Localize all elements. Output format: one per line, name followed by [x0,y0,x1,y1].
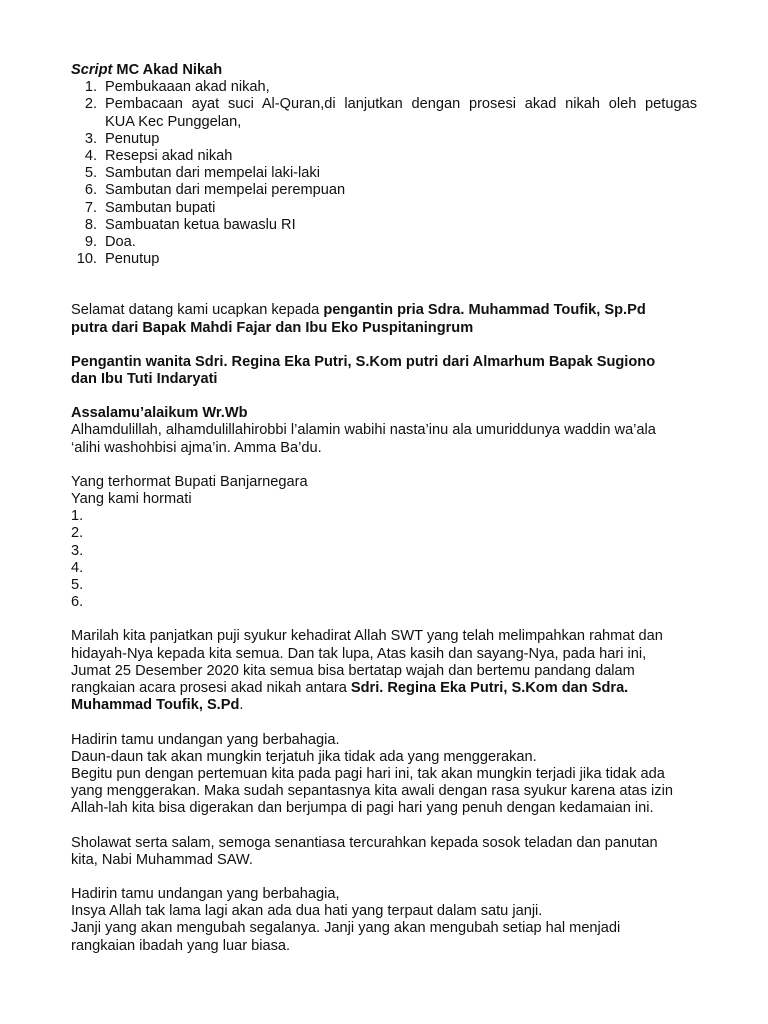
closing-line-1: Hadirin tamu undangan yang berbahagia, [71,885,340,902]
blank-list-number: 1. [71,508,84,525]
list-item [71,200,697,217]
blank-list-number: 5. [71,577,84,594]
list-item [71,182,697,199]
list-number: 2. [84,96,97,113]
greeting-line-1: Alhamdulillah, alhamdulillahirobbi l’alamin wabihi nasta’inu ala umuriddunya waddin wa’ala [71,422,656,439]
welcome-text: Selamat datang kami ucapkan kepada [71,302,324,319]
list-item [71,251,697,268]
welcome-paragraph [71,302,697,336]
list-item [71,96,697,130]
blank-list-number: 6. [71,594,84,611]
list-number: 9. [84,234,97,251]
list-number: 10. [76,251,97,268]
list-text: Resepsi akad nikah [105,148,233,165]
list-number: 6. [84,182,97,199]
couple-names-1: Sdri. Regina Eka Putri, S.Kom dan Sdra. [350,680,629,697]
gratitude-paragraph [71,628,697,714]
closing-paragraph [71,886,697,955]
list-text: Penutup [105,251,160,268]
gratitude-line-4: rangkaian acara prosesi akad nikah antara [71,680,351,697]
opening-line-1: Hadirin tamu undangan yang berbahagia. [71,731,340,748]
blank-list-number: 2. [71,525,84,542]
gratitude-line-3: Jumat 25 Desember 2020 kita semua bisa bertatap wajah dan bertemu pandang dalam [71,662,635,679]
list-text: Sambutan bupati [105,199,216,216]
list-item [71,79,697,96]
list-text: Sambutan dari mempelai laki-laki [105,165,320,182]
bride-line-1: Pengantin wanita Sdri. Regina Eka Putri, S.Kom putri dari Almarhum Bapak Sugiono [71,353,656,370]
groom-name: pengantin pria Sdra. Muhammad Toufik, Sp.Pd [323,302,646,319]
list-number: 1. [84,79,97,96]
agenda-list [71,79,697,268]
gratitude-line-2: hidayah-Nya kepada kita semua. Dan tak lupa, Atas kasih dan sayang-Nya, pada hari ini, [71,645,647,662]
list-item [71,165,697,182]
title-text: MC Akad Nikah [112,62,223,78]
document-title [71,62,697,79]
bride-paragraph [71,354,697,388]
sholawat-paragraph [71,835,697,869]
list-item [71,217,697,234]
list-text: Penutup [105,130,160,147]
sholawat-line-1: Sholawat serta salam, semoga senantiasa tercurahkan kepada sosok teladan dan panutan [71,834,658,851]
list-number: 8. [84,216,97,233]
closing-line-2: Insya Allah tak lama lagi akan ada dua hati yang terpaut dalam satu janji. [71,903,543,920]
list-item [71,131,697,148]
list-item [71,148,697,165]
list-number: 5. [84,165,97,182]
honored-line-1: Yang terhormat Bupati Banjarnegara [71,473,308,490]
honored-guests [71,474,697,612]
opening-paragraph [71,732,697,818]
greeting-paragraph [71,405,697,457]
opening-line-2: Daun-daun tak akan mungkin terjatuh jika tidak ada yang menggerakan. [71,748,537,765]
closing-line-4: rangkaian ibadah yang luar biasa. [71,937,291,954]
list-number: 4. [84,148,97,165]
blank-list-number: 3. [71,542,84,559]
honored-line-2: Yang kami hormati [71,491,192,508]
gratitude-line-1: Marilah kita panjatkan puji syukur kehadirat Allah SWT yang telah melimpahkan rahmat dan [71,628,663,645]
gratitude-end: . [239,697,244,714]
opening-line-3: Begitu pun dengan pertemuan kita pada pagi hari ini, tak akan mungkin terjadi jika tidak ada [71,765,665,782]
closing-line-3: Janji yang akan mengubah segalanya. Janji yang akan mengubah setiap hal menjadi [71,920,621,937]
opening-line-5: Allah-lah kita bisa digerakan dan berjumpa di pagi hari yang penuh dengan kedamaian ini. [71,800,654,817]
document-page [71,62,697,955]
list-text: Pembukaaan akad nikah, [105,79,270,96]
salam-heading: Assalamu’alaikum Wr.Wb [71,405,248,422]
list-item [71,234,697,251]
list-text: Sambutan dari mempelai perempuan [105,182,346,199]
title-italic: Script [71,62,113,78]
list-text: Pembacaan ayat suci Al-Quran,di lanjutkan dengan prosesi akad nikah oleh petugas [105,96,697,113]
list-text: Doa. [105,234,136,251]
couple-names-2: Muhammad Toufik, S.Pd [71,697,240,714]
opening-line-4: yang menggerakan. Maka sudah sepantasnya kita awali dengan rasa syukur karena atas izin [71,783,673,800]
bride-line-2: dan Ibu Tuti Indaryati [71,371,218,388]
list-text: Sambuatan ketua bawaslu RI [105,216,296,233]
blank-list-number: 4. [71,559,84,576]
list-text-continued: KUA Kec Punggelan, [105,113,242,130]
list-number: 3. [84,130,97,147]
list-number: 7. [84,199,97,216]
sholawat-line-2: kita, Nabi Muhammad SAW. [71,851,253,868]
groom-parents: putra dari Bapak Mahdi Fajar dan Ibu Eko Puspitaningrum [71,319,474,336]
greeting-line-2: ‘alihi washohbisi ajma’in. Amma Ba’du. [71,439,322,456]
